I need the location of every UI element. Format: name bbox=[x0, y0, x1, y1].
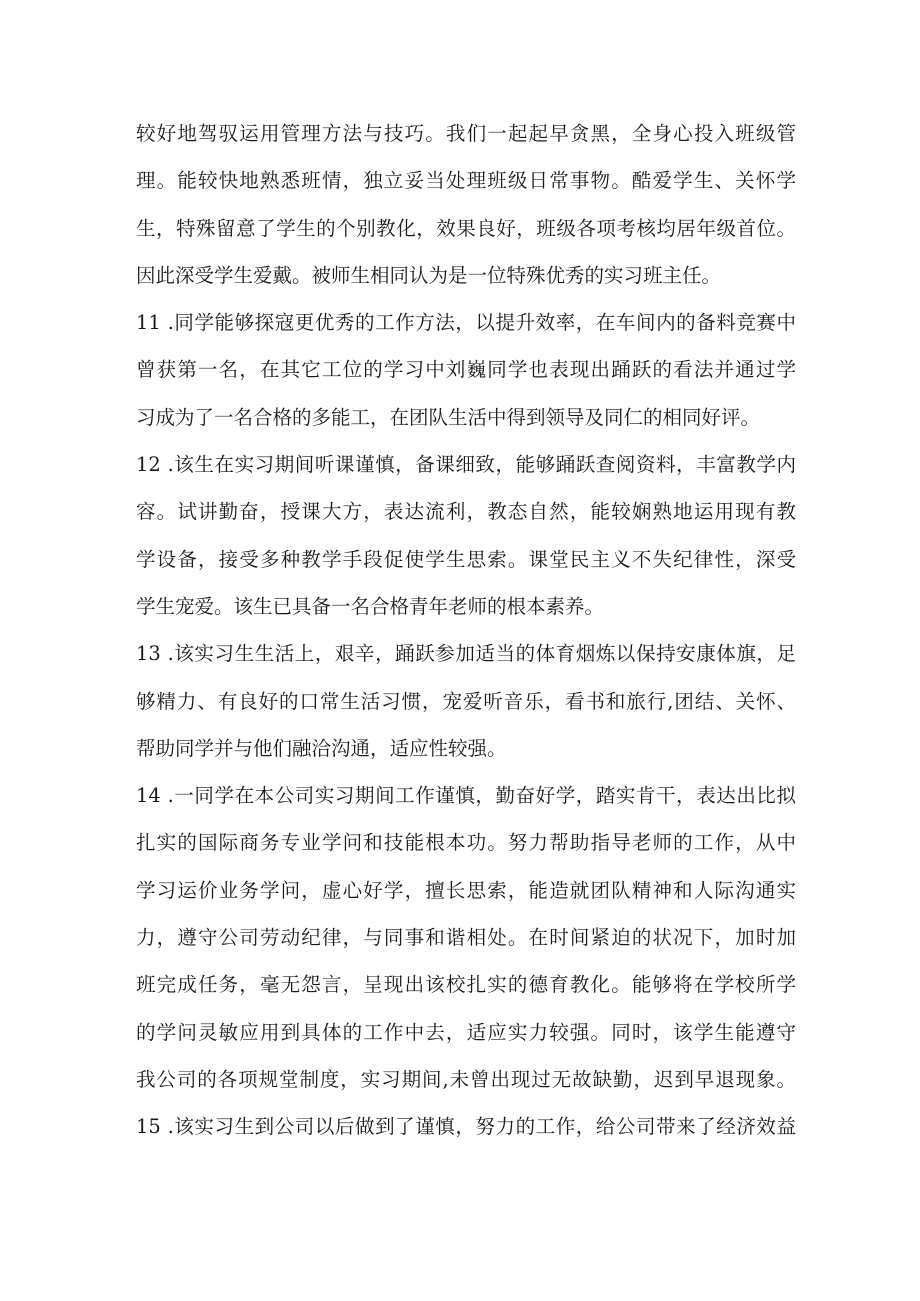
text-line: 15 .该实习生到公司以后做到了谨慎，努力的工作，给公司带来了经济效益 bbox=[136, 1115, 796, 1139]
text-line: 曾获第一名，在其它工位的学习中刘巍同学也表现出踊跃的看法并通过学 bbox=[136, 358, 796, 382]
text-line: 容。试讲勤奋，授课大方，表达流利，教态自然，能较娴熟地运用现有教 bbox=[136, 500, 796, 524]
text-line: 11 .同学能够探寇更优秀的工作方法，以提升效率，在车间内的备料竞赛中 bbox=[136, 311, 796, 335]
text-line: 因此深受学生爱戴。被师生相同认为是一位特殊优秀的实习班主任。 bbox=[136, 263, 722, 287]
text-line: 扎实的国际商务专业学问和技能根本功。努力帮助指导老师的工作，从中 bbox=[136, 831, 796, 855]
text-line: 学生宠爱。该生已具备一名合格青年老师的根本素养。 bbox=[136, 594, 605, 618]
text-line: 学设备，接受多种教学手段促使学生思索。课堂民主义不失纪律性，深受 bbox=[136, 547, 796, 571]
text-line: 的学问灵敏应用到具体的工作中去，适应实力较强。同时，该学生能遵守 bbox=[136, 1020, 796, 1044]
text-line: 力，遵守公司劳动纪律，与同事和谐相处。在时间紧迫的状况下，加时加 bbox=[136, 926, 796, 950]
text-line: 14 .一同学在本公司实习期间工作谨慎，勤奋好学，踏实肯干，表达出比拟 bbox=[136, 784, 796, 808]
text-line: 12 .该生在实习期间听课谨慎，备课细致，能够踊跃查阅资料，丰富教学内 bbox=[136, 453, 796, 477]
text-line: 生，特殊留意了学生的个别教化，效果良好，班级各项考核均居年级首位。 bbox=[136, 216, 796, 240]
text-line: 够精力、有良好的口常生活习惯，宠爱听音乐，看书和旅行,团结、关怀、 bbox=[136, 689, 796, 713]
text-line: 帮助同学并与他们融洽沟通，适应性较强。 bbox=[136, 736, 507, 760]
text-line: 班完成任务，毫无怨言，呈现出该校扎实的德育教化。能够将在学校所学 bbox=[136, 973, 796, 997]
text-line: 我公司的各项规堂制度，实习期间,未曾出现过无故缺勤，迟到早退现象。 bbox=[136, 1067, 796, 1091]
text-line: 较好地驾驭运用管理方法与技巧。我们一起起早贪黑，全身心投入班级管 bbox=[136, 122, 796, 145]
text-line: 理。能较快地熟悉班情，独立妥当处理班级日常事物。酷爱学生、关怀学 bbox=[136, 169, 796, 193]
text-line: 学习运价业务学问，虚心好学，擅长思索，能造就团队精神和人际沟通实 bbox=[136, 878, 796, 902]
text-line: 13 .该实习生生活上，艰辛，踊跃参加适当的体育烟炼以保持安康体旗，足 bbox=[136, 642, 796, 666]
document-body bbox=[136, 110, 796, 1151]
text-line: 习成为了一名合格的多能工，在团队生活中得到领导及同仁的相同好评。 bbox=[136, 405, 761, 429]
